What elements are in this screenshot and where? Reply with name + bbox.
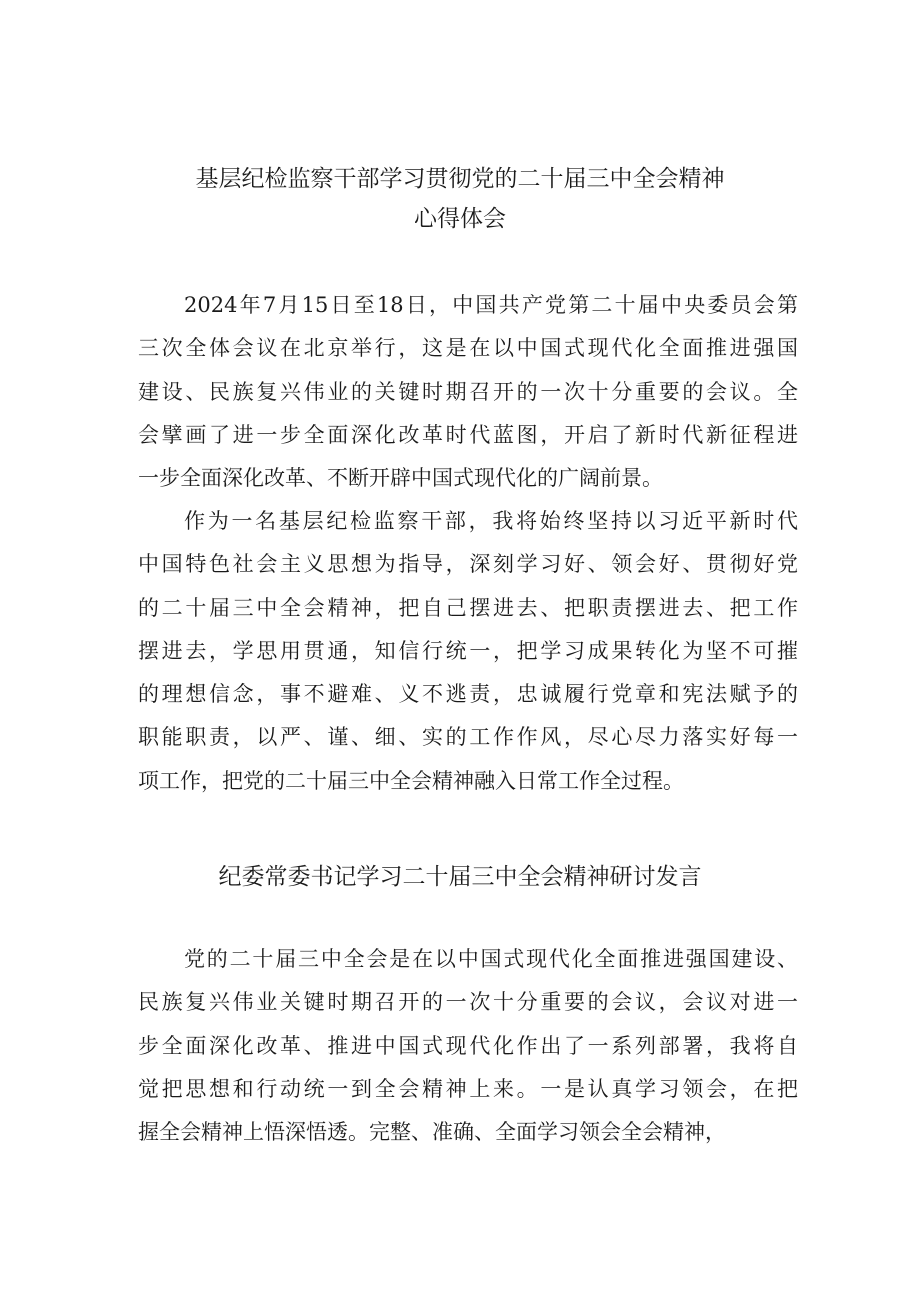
paragraph-2-line: 中国特色社会主义思想为指导，深刻学习好、领会好、贯彻好党: [138, 552, 798, 577]
paragraph-3-line: 握全会精神上悟深悟透。完整、准确、全面学习领会全会精神，: [138, 1120, 726, 1145]
paragraph-1-line: 建设、民族复兴伟业的关键时期召开的一次十分重要的会议。全: [138, 379, 798, 404]
paragraph-2-line: 摆进去，学思用贯通，知信行统一，把学习成果转化为坚不可摧: [138, 638, 798, 663]
paragraph-3-line: 觉把思想和行动统一到全会精神上来。一是认真学习领会，在把: [138, 1076, 798, 1101]
paragraph-1-line: 会擘画了进一步全面深化改革时代蓝图，开启了新时代新征程进: [138, 422, 798, 447]
paragraph-1-line: 一步全面深化改革、不断开辟中国式现代化的广阔前景。: [138, 466, 663, 491]
paragraph-2-line: 职能职责，以严、谨、细、实的工作作风，尽心尽力落实好每一: [138, 725, 798, 750]
paragraph-3-line: 步全面深化改革、推进中国式现代化作出了一系列部署，我将自: [138, 1033, 798, 1058]
paragraph-1-line: 三次全体会议在北京举行，这是在以中国式现代化全面推进强国: [138, 336, 798, 361]
paragraph-3-line: 党的二十届三中全会是在以中国式现代化全面推进强国建设、: [184, 947, 798, 971]
paragraph-2: [138, 500, 798, 803]
paragraph-3-line: 民族复兴伟业关键时期召开的一次十分重要的会议，会议对进一: [138, 990, 798, 1015]
paragraph-2-line: 的二十届三中全会精神，把自己摆进去、把职责摆进去、把工作: [138, 595, 798, 620]
paragraph-1: [138, 284, 798, 500]
section-2-title: 纪委常委书记学习二十届三中全会精神研讨发言: [218, 864, 702, 890]
paragraph-1-line: 2024年7月15日至18日，中国共产党第二十届中央委员会第: [184, 293, 798, 317]
paragraph-2-line: 作为一名基层纪检监察干部，我将始终坚持以习近平新时代: [184, 509, 798, 533]
document-title-line1: 基层纪检监察干部学习贯彻党的二十届三中全会精神: [195, 166, 725, 192]
paragraph-3: [138, 938, 798, 1154]
paragraph-2-line: 项工作，把党的二十届三中全会精神融入日常工作全过程。: [138, 768, 684, 793]
paragraph-2-line: 的理想信念，事不避难、义不逃责，忠诚履行党章和宪法赋予的: [138, 682, 798, 707]
document-title-line2: 心得体会: [414, 206, 506, 232]
